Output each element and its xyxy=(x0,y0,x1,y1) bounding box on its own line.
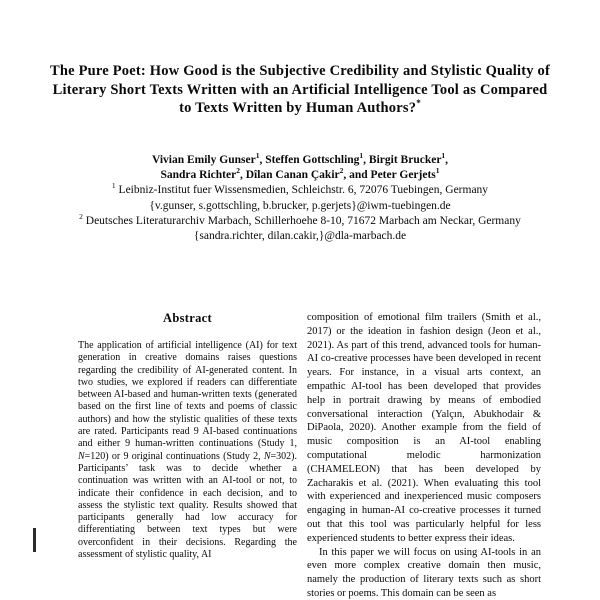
author-affiliation-mark: 2 xyxy=(236,166,240,176)
body-paragraph: In this paper we will focus on using AI-tools in an even more complex creative domain then music, namely the production of literary texts such as short stories or poems. This domain can be seen as xyxy=(307,546,541,599)
author-affiliation-mark: 1 xyxy=(435,166,440,176)
authors-line-1 xyxy=(30,153,570,168)
author-name: Peter Gerjets xyxy=(370,169,436,182)
affiliation-text: Deutsches Literaturarchiv Marbach, Schillerhoehe 8-10, 71672 Marbach am Neckar, Germany xyxy=(82,214,521,227)
affiliation-2 xyxy=(30,211,570,229)
body-paragraph: composition of emotional film trailers (Smith et al., 2017) or the ideation in fashion design (Jeon et al., 2021). As part of this trend, advanced tools for human-AI co-creative processes have been developed in recent years. For instance, in a visual arts context, an empathic AI-tool has been developed that provides help in portrait drawing by means of embodied conversational interaction (Yalçın, Abukhodair & DiPaola, 2020). Another example from the field of music composition is an AI-tool enabling computational melodic harmonization (CHAMELEON) that has been developed by Zacharakis et al. (2021). When evaluating this tool with experienced and inexperienced music composers engaging in human-AI co-creative processes it turned out that this tool was particularly helpful for less experienced students to better express their ideas. xyxy=(307,312,541,544)
author-affiliation-mark: 1 xyxy=(359,151,364,161)
affiliation-1 xyxy=(30,183,570,198)
affiliation-number: 2 xyxy=(79,211,83,221)
abstract-heading: Abstract xyxy=(163,311,212,325)
author-affiliation-mark: 1 xyxy=(441,151,446,161)
paper-title-text: The Pure Poet: How Good is the Subjective Credibility and Stylistic Quality of Literary Short Texts Written with an Artificial Intelligence Tool as Compared to Texts Written by Human Authors? xyxy=(50,63,551,116)
email-line-2: {sandra.richter, dilan.cakir,}@dla-marbach.de xyxy=(193,230,407,243)
author-affiliation-mark: 1 xyxy=(255,151,260,161)
abstract-text xyxy=(78,340,297,561)
affiliation-text: Leibniz-Institut fuer Wissensmedien, Schleichstr. 6, 72076 Tuebingen, Germany xyxy=(115,184,489,197)
margin-change-bar xyxy=(33,528,36,552)
author-block xyxy=(30,153,570,244)
author-name: Sandra Richter xyxy=(160,169,237,182)
abstract-column xyxy=(78,311,297,561)
two-column-body xyxy=(0,311,600,600)
author-separator: , xyxy=(363,154,369,166)
affiliation-number: 1 xyxy=(111,181,116,191)
author-affiliation-mark: 2 xyxy=(339,166,344,176)
abstract-segment: The application of artificial intelligence (AI) for text generation in creative domains raises questions regarding the credibility of AI-generated content. In two studies, we explored if readers can differentiate between AI-based and human-written texts (generated based on the first line of texts and poems of classic authors) and how the stylistic qualities of these texts are rated. Participants read 9 AI-based continuations and either 9 human-written continuations (Study 1, xyxy=(78,340,297,450)
abstract-italic-n: N xyxy=(263,450,271,462)
author-separator: , xyxy=(259,154,266,166)
abstract-italic-n: N xyxy=(78,450,85,462)
abstract-segment: =120) or 9 original continuations (Study 2, xyxy=(84,450,264,462)
title-footnote-mark: * xyxy=(416,98,421,109)
email-line-1: {v.gunser, s.gottschling, b.brucker, p.gerjets}@iwm-tuebingen.de xyxy=(149,199,451,212)
author-name: Steffen Gottschling xyxy=(265,154,360,166)
author-separator: , xyxy=(445,154,449,166)
introduction-column xyxy=(307,311,541,600)
author-name: Dîlan Canan Çakir xyxy=(245,169,340,182)
abstract-segment: =302). Participants’ task was to decide whether a continuation was written with an AI-tool or not, to indicate their confidence in each decision, and to assess the stylistic text quality. Results showed that participants generally had low accuracy for differentiating between text types but were overconfident in their decisions. Regarding the assessment of stylistic quality, AI xyxy=(78,450,297,561)
author-name: Vivian Emily Gunser xyxy=(151,154,256,166)
author-name: Birgit Brucker xyxy=(368,154,442,166)
author-separator: , xyxy=(239,169,246,182)
paper-title xyxy=(50,62,550,118)
author-separator: , and xyxy=(343,169,371,182)
